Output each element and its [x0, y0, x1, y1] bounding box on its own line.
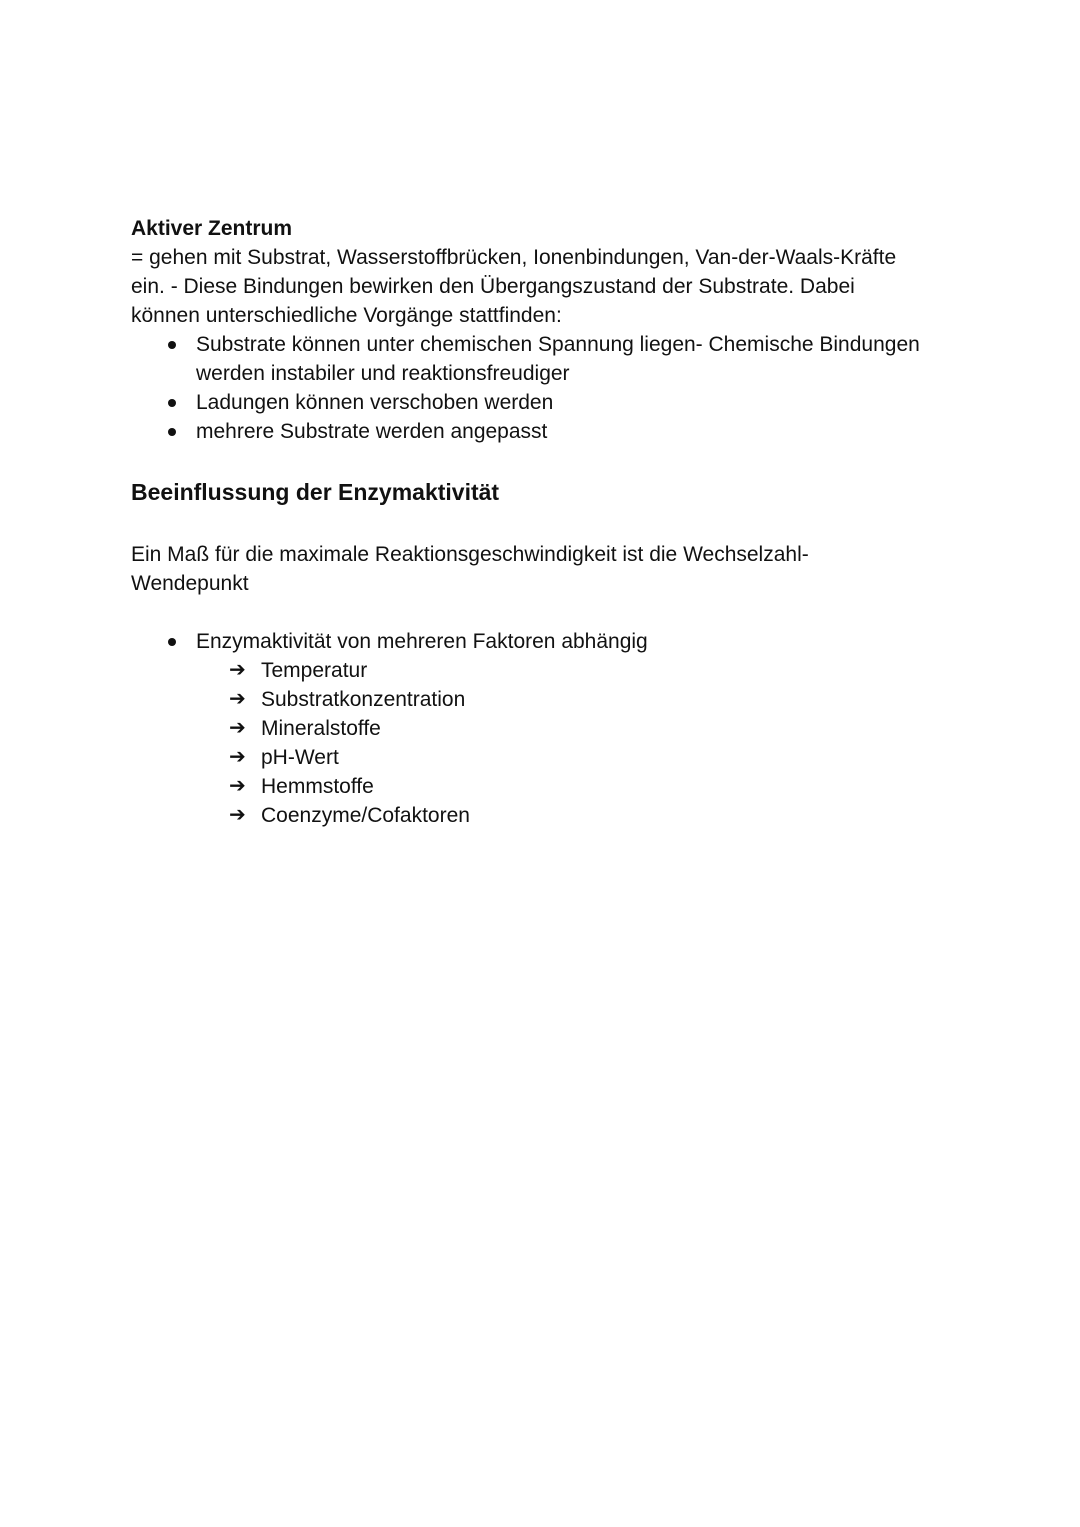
bullet-list-vorgaenge [131, 330, 961, 446]
bullet-list-faktoren [131, 627, 961, 656]
factor-label: Mineralstoffe [261, 717, 381, 740]
arrow-right-icon: ➔ [229, 717, 246, 739]
factor-item [131, 743, 961, 772]
paragraph-line: Ein Maß für die maximale Reaktionsgeschwindigkeit ist die Wechselzahl- [131, 543, 809, 566]
arrow-right-icon: ➔ [229, 659, 246, 681]
factor-label: pH-Wert [261, 746, 339, 769]
arrow-right-icon: ➔ [229, 804, 246, 826]
factor-label: Temperatur [261, 659, 368, 682]
arrow-right-icon: ➔ [229, 746, 246, 768]
paragraph-line: ein. - Diese Bindungen bewirken den Übergangszustand der Substrate. Dabei [131, 275, 855, 298]
list-item-text: Ladungen können verschoben werden [196, 391, 554, 414]
factor-item [131, 772, 961, 801]
factor-label: Coenzyme/Cofaktoren [261, 804, 470, 827]
factor-item [131, 714, 961, 743]
bullet-icon [168, 399, 176, 407]
paragraph-line: können unterschiedliche Vorgänge stattfinden: [131, 304, 562, 327]
list-item [131, 388, 961, 417]
list-item-text: Enzymaktivität von mehreren Faktoren abhängig [196, 630, 648, 653]
bullet-icon [168, 638, 176, 646]
arrow-list-faktoren [131, 656, 961, 830]
list-item [131, 417, 961, 446]
list-item-text: Substrate können unter chemischen Spannung liegen- Chemische Bindungen werden instabiler und reaktionsfreudiger [196, 333, 920, 385]
heading-aktiver-zentrum: Aktiver Zentrum [131, 217, 293, 240]
list-item-text: mehrere Substrate werden angepasst [196, 420, 548, 443]
paragraph-wechselzahl [131, 540, 961, 598]
arrow-right-icon: ➔ [229, 688, 246, 710]
bullet-icon [168, 428, 176, 436]
factor-label: Substratkonzentration [261, 688, 466, 711]
paragraph-line: Wendepunkt [131, 572, 249, 595]
factor-label: Hemmstoffe [261, 775, 374, 798]
list-item [131, 330, 966, 388]
heading-beeinflussung: Beeinflussung der Enzymaktivität [131, 479, 500, 505]
bullet-icon [168, 341, 176, 349]
document-content [131, 214, 961, 830]
factor-item [131, 685, 961, 714]
factor-item [131, 801, 961, 830]
paragraph-line: = gehen mit Substrat, Wasserstoffbrücken, Ionenbindungen, Van-der-Waals-Kräfte [131, 246, 897, 269]
arrow-right-icon: ➔ [229, 775, 246, 797]
list-item [131, 627, 961, 656]
factor-item [131, 656, 961, 685]
